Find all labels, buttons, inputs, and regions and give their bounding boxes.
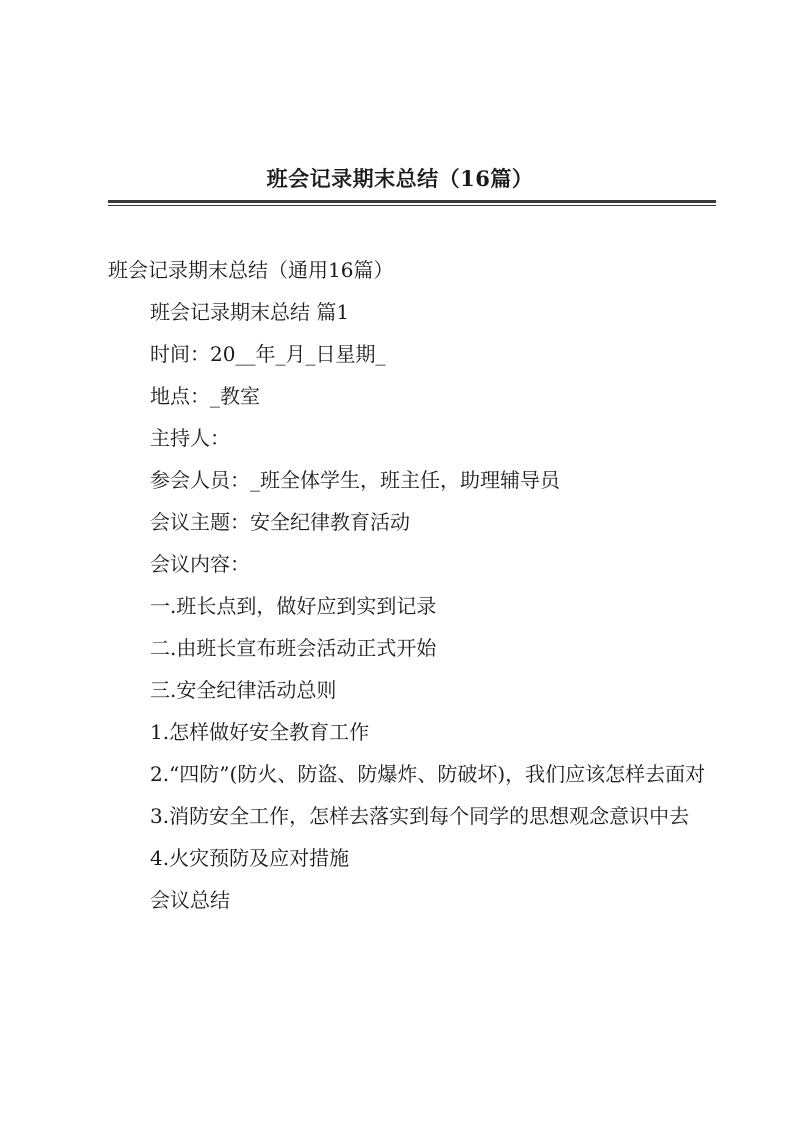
subitem-3: 3.消防安全工作，怎样去落实到每个同学的思想观念意识中去 xyxy=(150,804,690,828)
agenda-item-1: 一.班长点到，做好应到实到记录 xyxy=(150,594,437,618)
title-underline-thin xyxy=(108,205,716,206)
document-subtitle: 班会记录期末总结（通用16篇） xyxy=(108,258,394,282)
meeting-content-label: 会议内容： xyxy=(150,552,250,576)
section-heading: 班会记录期末总结 篇1 xyxy=(150,300,350,324)
meeting-location: 地点：_教室 xyxy=(150,384,260,408)
page-title: 班会记录期末总结（16篇） xyxy=(266,166,534,191)
meeting-theme: 会议主题：安全纪律教育活动 xyxy=(150,510,410,534)
subitem-4: 4.火灾预防及应对措施 xyxy=(150,846,350,870)
document-body xyxy=(108,249,716,921)
agenda-item-2: 二.由班长宣布班会活动正式开始 xyxy=(150,636,437,660)
meeting-time: 时间：20__年_月_日星期_ xyxy=(150,342,386,366)
subitem-2: 2.“四防”(防火、防盗、防爆炸、防破坏)，我们应该怎样去面对 xyxy=(150,762,706,786)
title-underline-thick xyxy=(108,200,716,203)
meeting-summary-label: 会议总结 xyxy=(150,888,230,912)
meeting-attendees: 参会人员：_班全体学生，班主任，助理辅导员 xyxy=(150,468,560,492)
agenda-item-3: 三.安全纪律活动总则 xyxy=(150,678,337,702)
subitem-1: 1.怎样做好安全教育工作 xyxy=(150,720,370,744)
meeting-host: 主持人： xyxy=(150,426,230,450)
